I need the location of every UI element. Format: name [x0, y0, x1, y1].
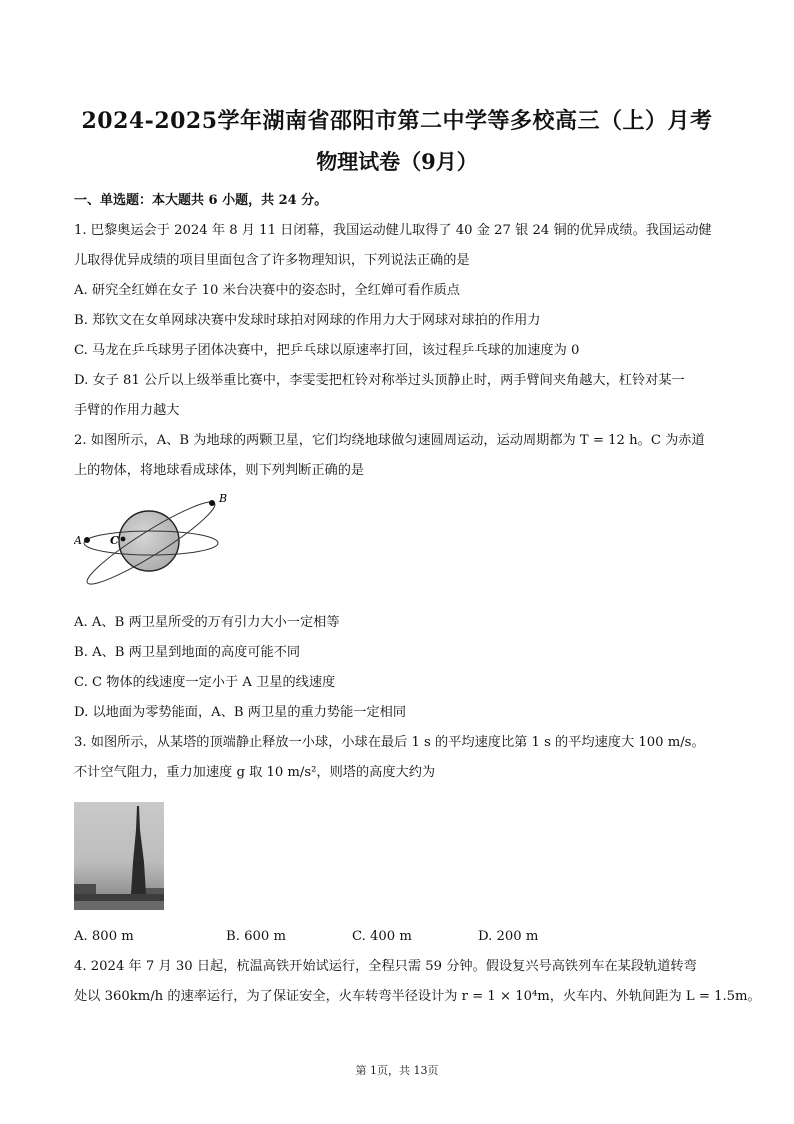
object-c-dot — [121, 537, 126, 542]
q2-stem-line1: 2. 如图所示，A、B 为地球的两颗卫星，它们均绕地球做匀速圆周运动，运动周期都为 T = 12 h。C 为赤道 — [74, 433, 705, 448]
q2-option-d: D. 以地面为零势能面，A、B 两卫星的重力势能一定相同 — [74, 705, 407, 720]
q3-option-a: A. 800 m — [74, 929, 134, 944]
satellite-b-dot — [209, 500, 215, 506]
q2-option-b: B. A、B 两卫星到地面的高度可能不同 — [74, 645, 301, 660]
q1-stem-line1: 1. 巴黎奥运会于 2024 年 8 月 11 日闭幕，我国运动健儿取得了 40 金 27 银 24 铜的优异成绩。我国运动健 — [74, 223, 712, 238]
q3-option-d: D. 200 m — [478, 929, 539, 944]
question-2 — [74, 426, 724, 728]
exam-title-line2: 物理试卷（9月） — [316, 149, 478, 174]
q4-stem-line2: 处以 360km/h 的速率运行，为了保证安全，火车转弯半径设计为 r = 1 × 10⁴m，火车内、外轨间距为 L = 1.5m。 — [74, 989, 761, 1004]
q1-option-b: B. 郑钦文在女单网球决赛中发球时球拍对网球的作用力大于网球对球拍的作用力 — [74, 313, 541, 328]
q3-option-c: C. 400 m — [352, 929, 412, 944]
q1-option-d-line2: 手臂的作用力越大 — [74, 403, 180, 418]
q1-option-d-line1: D. 女子 81 公斤以上级举重比赛中，李雯雯把杠铃对称举过头顶静止时，两手臂间夹角越大，杠铃对某一 — [74, 373, 685, 388]
q4-stem-line1: 4. 2024 年 7 月 30 日起，杭温高铁开始试运行，全程只需 59 分钟。假设复兴号高铁列车在某段轨道转弯 — [74, 959, 697, 974]
tower-silhouette — [74, 802, 164, 910]
q3-options-row — [74, 922, 724, 952]
tower-photo — [74, 802, 164, 910]
q2-option-a: A. A、B 两卫星所受的万有引力大小一定相等 — [74, 615, 340, 630]
exam-title-line1: 2024-2025学年湖南省邵阳市第二中学等多校高三（上）月考 — [81, 108, 713, 134]
page-footer: 第 1页，共 13页 — [355, 1064, 439, 1077]
label-c: C — [110, 534, 119, 547]
exam-content — [74, 186, 761, 1012]
question-1 — [74, 216, 724, 426]
question-3 — [74, 728, 724, 952]
label-a: A — [74, 534, 82, 547]
q1-stem-line2: 儿取得优异成绩的项目里面包含了许多物理知识，下列说法正确的是 — [74, 253, 470, 268]
q1-option-c: C. 马龙在乒乓球男子团体决赛中，把乒乓球以原速率打回，该过程乒乓球的加速度为 0 — [74, 343, 580, 358]
q3-option-b: B. 600 m — [226, 929, 286, 944]
q2-option-c: C. C 物体的线速度一定小于 A 卫星的线速度 — [74, 675, 336, 690]
water-strip — [74, 901, 164, 910]
q2-stem-line2: 上的物体，将地球看成球体，则下列判断正确的是 — [74, 463, 365, 478]
q3-stem-line1: 3. 如图所示，从某塔的顶端静止释放一小球，小球在最后 1 s 的平均速度比第 1 s 的平均速度大 100 m/s。 — [74, 735, 705, 750]
q3-stem-line2: 不计空气阻力，重力加速度 g 取 10 m/s²，则塔的高度大约为 — [74, 765, 436, 780]
earth-circle — [119, 511, 179, 571]
satellite-orbit-figure — [74, 488, 249, 608]
satellite-a-dot — [84, 537, 90, 543]
label-b: B — [219, 492, 228, 505]
tower-body — [131, 806, 146, 894]
question-4 — [74, 952, 761, 1012]
q1-option-a: A. 研究全红婵在女子 10 米台决赛中的姿态时，全红婵可看作质点 — [74, 283, 460, 298]
section-heading: 一、单选题：本大题共 6 小题，共 24 分。 — [74, 193, 328, 208]
